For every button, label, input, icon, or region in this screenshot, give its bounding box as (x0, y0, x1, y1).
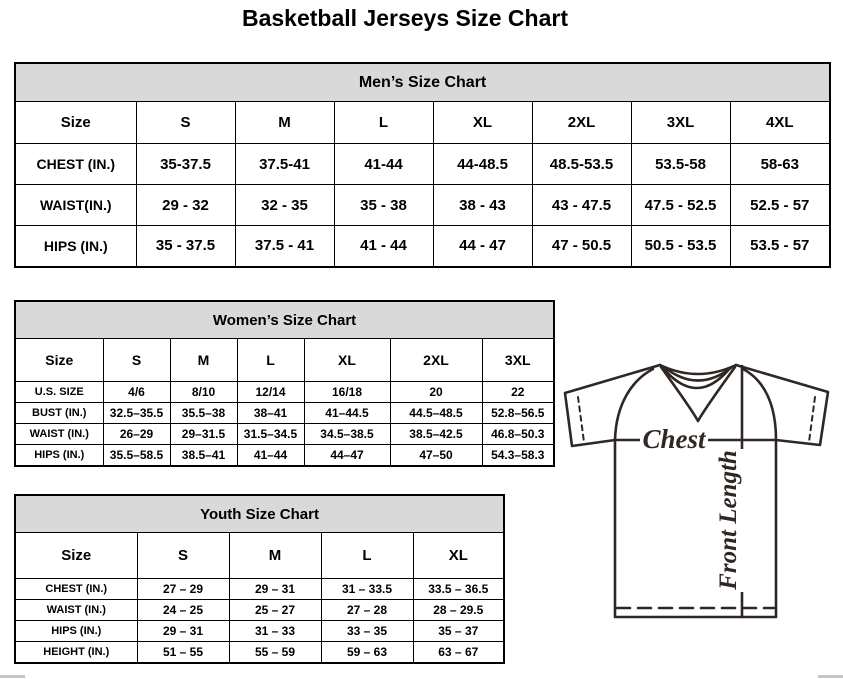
row-label: HIPS (IN.) (15, 226, 136, 267)
women-size-header: Size (15, 339, 103, 382)
value-cell: 38–41 (237, 403, 304, 424)
men-table-row (15, 185, 830, 226)
value-cell: 52.5 - 57 (730, 185, 830, 226)
men-column-header: M (235, 102, 334, 144)
men-table-row (15, 144, 830, 185)
value-cell: 29 – 31 (229, 579, 321, 600)
value-cell: 35 - 38 (334, 185, 433, 226)
value-cell: 47.5 - 52.5 (631, 185, 730, 226)
value-cell: 53.5 - 57 (730, 226, 830, 267)
value-cell: 4/6 (103, 382, 170, 403)
youth-column-header: M (229, 533, 321, 579)
chest-label: Chest (642, 424, 706, 454)
value-cell: 34.5–38.5 (304, 424, 390, 445)
value-cell: 47–50 (390, 445, 482, 466)
right-armhole-seam (743, 369, 776, 440)
women-column-header: 2XL (390, 339, 482, 382)
value-cell: 54.3–58.3 (482, 445, 554, 466)
youth-column-header: L (321, 533, 413, 579)
value-cell: 46.8–50.3 (482, 424, 554, 445)
row-label: CHEST (IN.) (15, 579, 137, 600)
scrollbar-fragment-left (0, 675, 25, 678)
value-cell: 44.5–48.5 (390, 403, 482, 424)
value-cell: 31.5–34.5 (237, 424, 304, 445)
value-cell: 44–47 (304, 445, 390, 466)
value-cell: 33 – 35 (321, 621, 413, 642)
women-column-header: L (237, 339, 304, 382)
men-column-header: 3XL (631, 102, 730, 144)
value-cell: 31 – 33 (229, 621, 321, 642)
women-table-row (15, 382, 554, 403)
value-cell: 38.5–41 (170, 445, 237, 466)
women-table-title: Women’s Size Chart (15, 301, 554, 339)
value-cell: 43 - 47.5 (532, 185, 631, 226)
value-cell: 41-44 (334, 144, 433, 185)
row-label: WAIST (IN.) (15, 600, 137, 621)
value-cell: 22 (482, 382, 554, 403)
value-cell: 37.5 - 41 (235, 226, 334, 267)
youth-table-row (15, 579, 504, 600)
jersey-measurement-diagram (552, 352, 843, 657)
front-length-label: Front Length (715, 450, 742, 590)
row-label: WAIST(IN.) (15, 185, 136, 226)
men-column-header: XL (433, 102, 532, 144)
value-cell: 29 - 32 (136, 185, 235, 226)
row-label: BUST (IN.) (15, 403, 103, 424)
value-cell: 41–44 (237, 445, 304, 466)
value-cell: 50.5 - 53.5 (631, 226, 730, 267)
men-column-header: S (136, 102, 235, 144)
youth-table-row (15, 621, 504, 642)
value-cell: 35-37.5 (136, 144, 235, 185)
value-cell: 35 – 37 (413, 621, 504, 642)
men-size-header: Size (15, 102, 136, 144)
women-column-header: M (170, 339, 237, 382)
value-cell: 35.5–58.5 (103, 445, 170, 466)
youth-table-title: Youth Size Chart (15, 495, 504, 533)
value-cell: 59 – 63 (321, 642, 413, 663)
value-cell: 25 – 27 (229, 600, 321, 621)
men-column-header: 2XL (532, 102, 631, 144)
value-cell: 32 - 35 (235, 185, 334, 226)
value-cell: 32.5–35.5 (103, 403, 170, 424)
mens-size-table (14, 62, 831, 268)
value-cell: 29 – 31 (137, 621, 229, 642)
value-cell: 44 - 47 (433, 226, 532, 267)
row-label: HIPS (IN.) (15, 445, 103, 466)
row-label: U.S. SIZE (15, 382, 103, 403)
youth-column-header: S (137, 533, 229, 579)
value-cell: 58-63 (730, 144, 830, 185)
left-cuff-dashed-line (578, 397, 584, 442)
value-cell: 16/18 (304, 382, 390, 403)
value-cell: 38 - 43 (433, 185, 532, 226)
value-cell: 37.5-41 (235, 144, 334, 185)
womens-size-table (14, 300, 555, 467)
value-cell: 12/14 (237, 382, 304, 403)
row-label: HEIGHT (IN.) (15, 642, 137, 663)
value-cell: 52.8–56.5 (482, 403, 554, 424)
value-cell: 41–44.5 (304, 403, 390, 424)
value-cell: 29–31.5 (170, 424, 237, 445)
value-cell: 55 – 59 (229, 642, 321, 663)
right-cuff-dashed-line (809, 397, 815, 442)
youth-size-table (14, 494, 505, 664)
men-column-header: L (334, 102, 433, 144)
women-table-row (15, 403, 554, 424)
women-column-header: S (103, 339, 170, 382)
row-label: HIPS (IN.) (15, 621, 137, 642)
value-cell: 27 – 29 (137, 579, 229, 600)
value-cell: 20 (390, 382, 482, 403)
men-column-header: 4XL (730, 102, 830, 144)
women-table-row (15, 445, 554, 466)
value-cell: 41 - 44 (334, 226, 433, 267)
scrollbar-fragment-right (818, 675, 843, 678)
men-table-row (15, 226, 830, 267)
women-column-header: 3XL (482, 339, 554, 382)
value-cell: 53.5-58 (631, 144, 730, 185)
value-cell: 38.5–42.5 (390, 424, 482, 445)
women-table-row (15, 424, 554, 445)
value-cell: 27 – 28 (321, 600, 413, 621)
value-cell: 31 – 33.5 (321, 579, 413, 600)
value-cell: 24 – 25 (137, 600, 229, 621)
youth-table-row (15, 600, 504, 621)
jersey-outline (565, 365, 828, 617)
value-cell: 26–29 (103, 424, 170, 445)
women-column-header: XL (304, 339, 390, 382)
value-cell: 28 – 29.5 (413, 600, 504, 621)
youth-column-header: XL (413, 533, 504, 579)
value-cell: 47 - 50.5 (532, 226, 631, 267)
value-cell: 63 – 67 (413, 642, 504, 663)
value-cell: 8/10 (170, 382, 237, 403)
row-label: CHEST (IN.) (15, 144, 136, 185)
value-cell: 44-48.5 (433, 144, 532, 185)
men-table-title: Men’s Size Chart (15, 63, 830, 102)
value-cell: 33.5 – 36.5 (413, 579, 504, 600)
value-cell: 35 - 37.5 (136, 226, 235, 267)
value-cell: 51 – 55 (137, 642, 229, 663)
page-title: Basketball Jerseys Size Chart (241, 5, 568, 31)
value-cell: 35.5–38 (170, 403, 237, 424)
value-cell: 48.5-53.5 (532, 144, 631, 185)
youth-table-row (15, 642, 504, 663)
youth-size-header: Size (15, 533, 137, 579)
row-label: WAIST (IN.) (15, 424, 103, 445)
